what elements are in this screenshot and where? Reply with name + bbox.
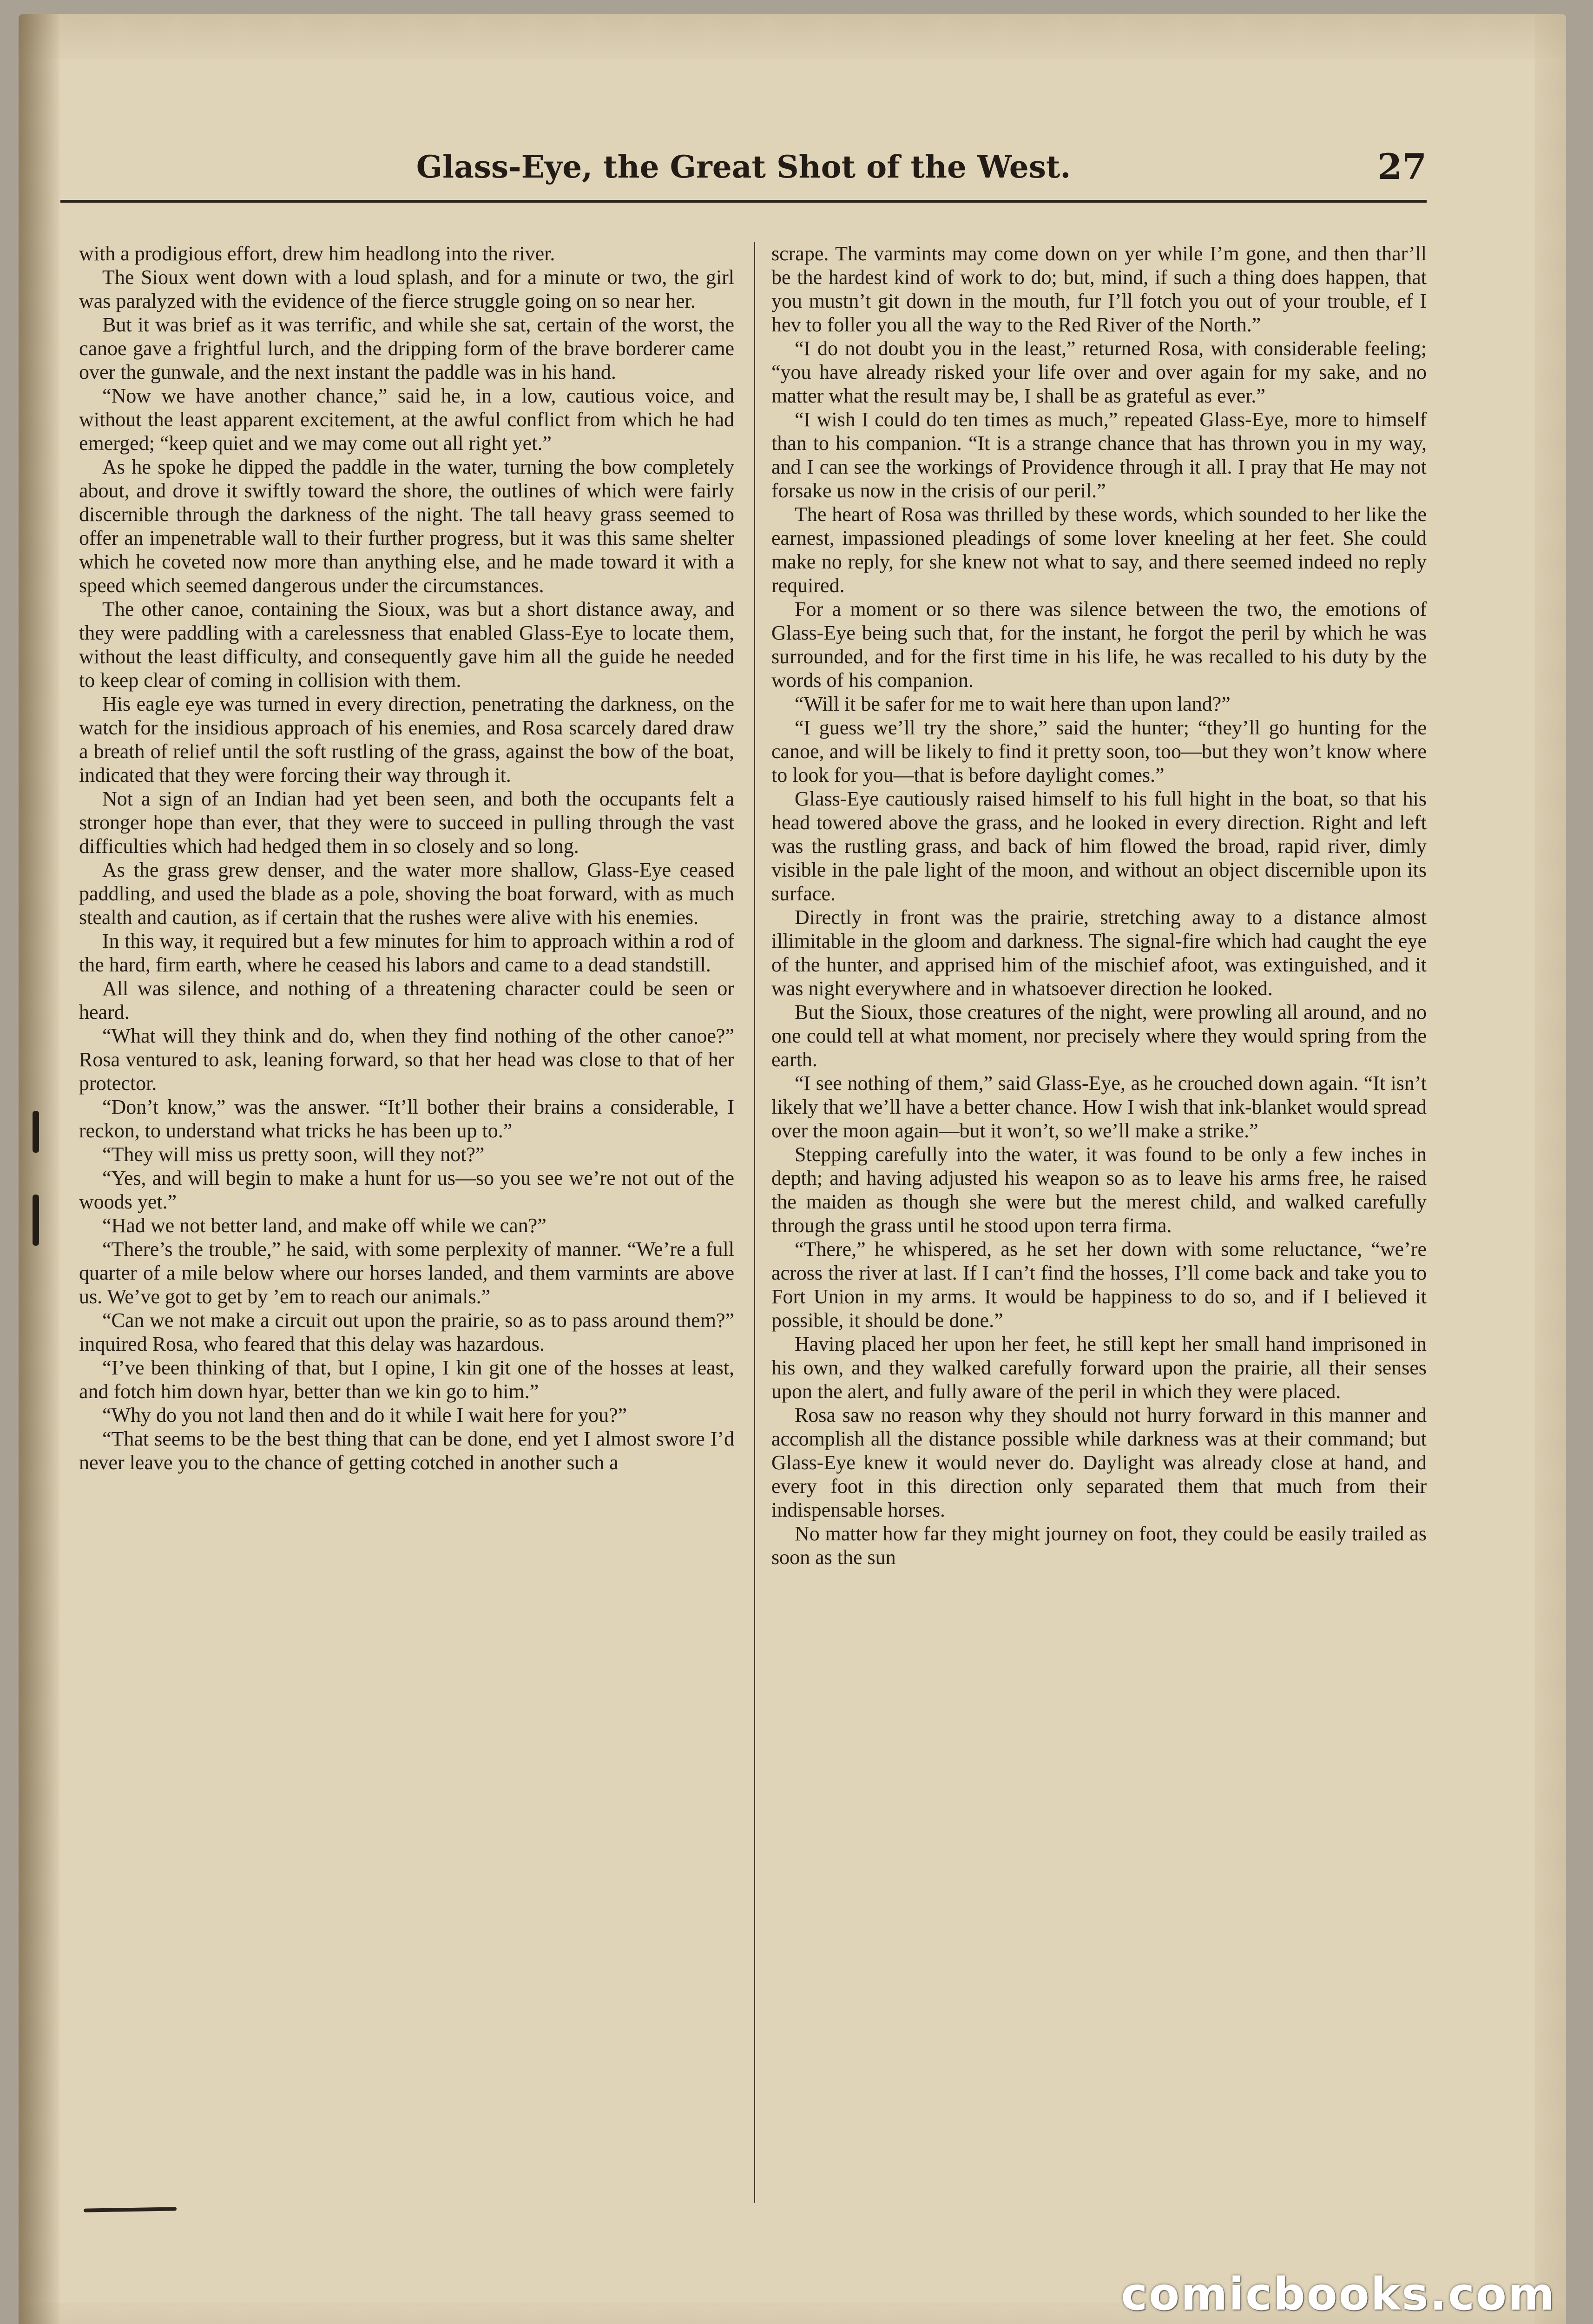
paragraph: “Why do you not land then and do it while I wait here for you?” xyxy=(102,1404,627,1426)
paragraph: But the Sioux, those creatures of the night, were prowling all around, and no one could tell at what moment, nor precisely where they would spring from the earth. xyxy=(771,1001,1427,1071)
paragraph: Stepping carefully into the water, it was found to be only a few inches in depth; and having adjusted his weapon so as to leave his arms free, he raised the maiden as though she were but the merest child, and walked carefully through the grass until he stood upon terra firma. xyxy=(771,1143,1427,1237)
paragraph: Rosa saw no reason why they should not hurry forward in this manner and accomplish all the distance possible while darkness was at their command; but Glass-Eye knew it would never do. Daylight was already close at hand, and every foot in this direction only separated them that much from their indispensable horses. xyxy=(771,1404,1427,1521)
paragraph: “I see nothing of them,” said Glass-Eye, as he crouched down again. “It isn’t likely that we’ll have a better chance. How I wish that ink-blanket would spread over the moon again—but it won’t, so we’ll make a strike.” xyxy=(771,1072,1427,1142)
paragraph: Glass-Eye cautiously raised himself to his full hight in the boat, so that his head towered above the grass, and he looked in every direction. Right and left was the rustling grass, and back of him flowed the broad, rapid river, dimly visible in the pale light of the moon, and without an object discernible upon its surface. xyxy=(771,787,1427,905)
column-divider xyxy=(754,242,755,2203)
paragraph: “They will miss us pretty soon, will they not?” xyxy=(102,1143,485,1166)
page-gutter-shadow xyxy=(19,14,60,2324)
paragraph: In this way, it required but a few minutes for him to approach within a rod of the hard, firm earth, where he ceased his labors and came to a dead standstill. xyxy=(79,930,734,976)
paragraph: “Yes, and will begin to make a hunt for us—so you see we’re not out of the woods yet.” xyxy=(79,1167,734,1213)
paragraph: “There,” he whispered, as he set her down with some reluctance, “we’re across the river at last. If I can’t find the hosses, I’ll come back and take you to Fort Union in my arms. It would be happiness to do so, and if I believed it possible, it should be done.” xyxy=(771,1238,1427,1332)
paragraph: The Sioux went down with a loud splash, and for a minute or two, the girl was paralyzed with the evidence of the fierce struggle going on so near her. xyxy=(79,266,734,312)
paragraph: “I’ve been thinking of that, but I opine, I kin git one of the hosses at least, and fotch him down hyar, better than we kin go to him.” xyxy=(79,1356,734,1403)
running-title: Glass-Eye, the Great Shot of the West. xyxy=(416,149,1071,185)
paragraph: No matter how far they might journey on foot, they could be easily trailed as soon as the sun xyxy=(771,1522,1427,1569)
paragraph: His eagle eye was turned in every direction, penetrating the darkness, on the watch for the insidious approach of his enemies, and Rosa scarcely dared draw a breath of relief until the soft rustling of the grass, against the bow of the boat, indicated that they were forcing their way through it. xyxy=(79,693,734,786)
footer-rule xyxy=(84,2207,177,2212)
paragraph: All was silence, and nothing of a threatening character could be seen or heard. xyxy=(79,977,734,1023)
margin-mark-top xyxy=(33,1111,39,1153)
paragraph: “Will it be safer for me to wait here than upon land?” xyxy=(795,693,1231,715)
margin-mark-bottom xyxy=(33,1195,39,1246)
paragraph: Having placed her upon her feet, he still kept her small hand imprisoned in his own, and they walked carefully forward upon the prairie, all their senses upon the alert, and fully aware of the peril in which they were placed. xyxy=(771,1333,1427,1403)
text-column-left xyxy=(79,242,734,2203)
paragraph: “I wish I could do ten times as much,” repeated Glass-Eye, more to himself than to his companion. “It is a strange chance that has thrown you in my way, and I can see the workings of Providence through it all. I pray that He may not forsake us now in the crisis of our peril.” xyxy=(771,408,1427,502)
text-column-right xyxy=(771,242,1427,2203)
paragraph: “Can we not make a circuit out upon the prairie, so as to pass around them?” inquired Rosa, who feared that this delay was hazardous. xyxy=(79,1309,734,1355)
watermark-logo: comicbooks.com xyxy=(1121,2268,1556,2320)
paragraph: “There’s the trouble,” he said, with some perplexity of manner. “We’re a full quarter of a mile below where our horses landed, and them varmints are above us. We’ve got to get by ’em to reach our animals.” xyxy=(79,1238,734,1308)
paragraph: The other canoe, containing the Sioux, was but a short distance away, and they were paddling with a carelessness that enabled Glass-Eye to locate them, without the least difficulty, and consequently gave him all the guide he needed to keep clear of coming in collision with them. xyxy=(79,598,734,692)
paragraph: The heart of Rosa was thrilled by these words, which sounded to her like the earnest, impassioned pleadings of some lover kneeling at her feet. She could make no reply, for she knew not what to say, and there seemed indeed no reply required. xyxy=(771,503,1427,597)
paragraph: For a moment or so there was silence between the two, the emotions of Glass-Eye being such that, for the instant, he forgot the peril by which he was surrounded, and for the first time in his life, he was recalled to his duty by the words of his companion. xyxy=(771,598,1427,692)
paragraph: scrape. The varmints may come down on yer while I’m gone, and then thar’ll be the hardest kind of work to do; but, mind, if such a thing does happen, that you mustn’t git down in the mouth, fur I’ll fotch you out of your trouble, ef I hev to foller you all the way to the Red River of the North.” xyxy=(771,242,1427,336)
paragraph: “Now we have another chance,” said he, in a low, cautious voice, and without the least apparent excitement, at the awful conflict from which he had emerged; “keep quiet and we may come out all right yet.” xyxy=(79,384,734,455)
paragraph: As the grass grew denser, and the water more shallow, Glass-Eye ceased paddling, and used the blade as a pole, shoving the boat forward, with as much stealth and caution, as if certain that the rushes were alive with his enemies. xyxy=(79,858,734,929)
paragraph: As he spoke he dipped the paddle in the water, turning the bow completely about, and drove it swiftly toward the shore, the outlines of which were fairly discernible through the darkness of the night. The tall heavy grass seemed to offer an impenetrable wall to their further progress, but it was this same shelter which he coveted now more than anything else, and he made toward it with a speed which seemed dangerous under the circumstances. xyxy=(79,456,734,597)
page-number: 27 xyxy=(1377,146,1427,187)
paragraph: “What will they think and do, when they find nothing of the other canoe?” Rosa ventured to ask, leaning forward, so that her head was close to that of her protector. xyxy=(79,1024,734,1095)
paragraph: Directly in front was the prairie, stretching away to a distance almost illimitable in the gloom and darkness. The signal-fire which had caught the eye of the hunter, and apprised him of the mischief afoot, was extinguished, and it was night everywhere and in whatsoever direction he looked. xyxy=(771,906,1427,1000)
paragraph: “Don’t know,” was the answer. “It’ll bother their brains a considerable, I reckon, to understand what tricks he has been up to.” xyxy=(79,1096,734,1142)
paragraph: “Had we not better land, and make off while we can?” xyxy=(102,1214,546,1237)
paragraph: with a prodigious effort, drew him headlong into the river. xyxy=(79,242,555,265)
book-page xyxy=(19,14,1566,2324)
paragraph: “That seems to be the best thing that can be done, end yet I almost swore I’d never leave you to the chance of getting cotched in another such a xyxy=(79,1427,734,1474)
paragraph: Not a sign of an Indian had yet been seen, and both the occupants felt a stronger hope than ever, that they were to succeed in pulling through the vast difficulties which had hedged them in so closely and so long. xyxy=(79,787,734,858)
paragraph: But it was brief as it was terrific, and while she sat, certain of the worst, the canoe gave a frightful lurch, and the dripping form of the brave borderer came over the gunwale, and the next instant the paddle was in his hand. xyxy=(79,313,734,383)
paragraph: “I guess we’ll try the shore,” said the hunter; “they’ll go hunting for the canoe, and will be likely to find it pretty soon, too—but they won’t know where to look for you—that is before daylight comes.” xyxy=(771,716,1427,786)
paragraph: “I do not doubt you in the least,” returned Rosa, with considerable feeling; “you have already risked your life over and over again for my sake, and no matter what the result may be, I shall be as grateful as ever.” xyxy=(771,337,1427,407)
page-header xyxy=(60,130,1427,203)
